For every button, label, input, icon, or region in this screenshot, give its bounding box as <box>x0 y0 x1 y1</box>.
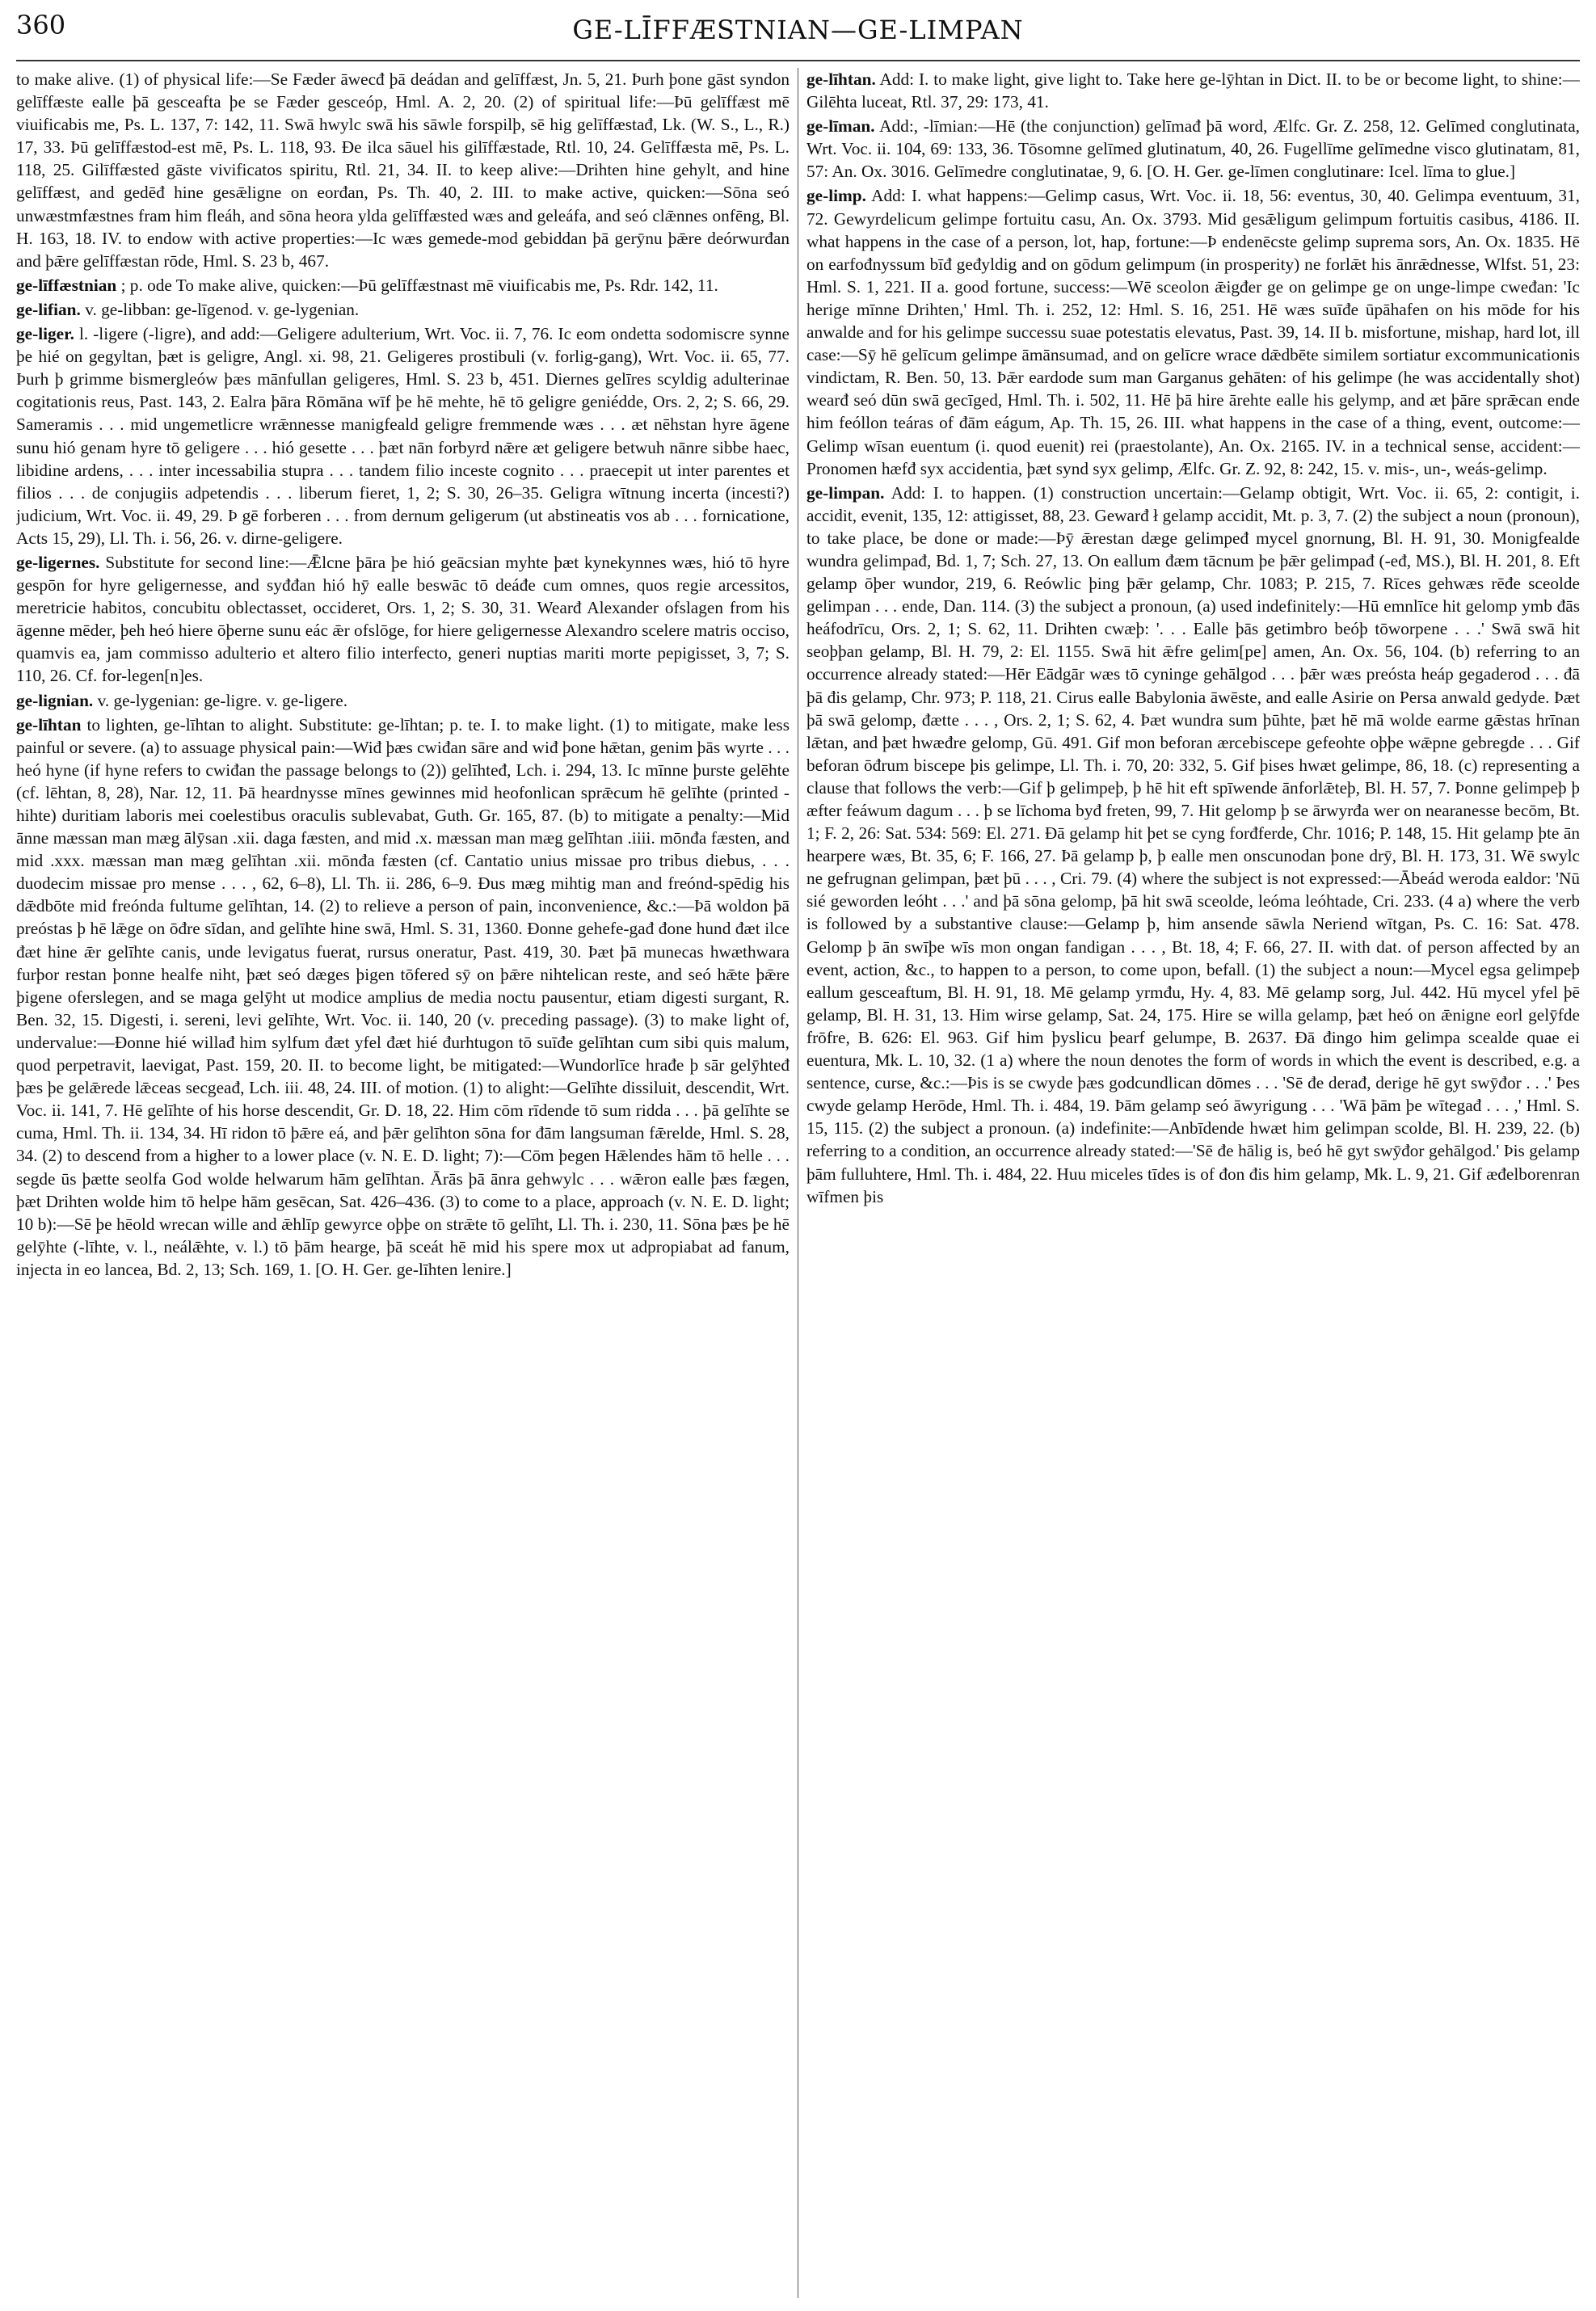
entry-text: Add: I. what happens:—Gelimp casus, Wrt. Voc. ii. 18, 56: eventus, 30, 40. Gelimpa eventuum, 31, 72. Gewyrdelicum gelimpe fortuitu casu, An. Ox. 3793. Mid gesǣligum gelimpum fortuitis casibus, 4186. II. what happens in the case of a person, lot, hap, fortune:—Þ endenēcste gelimp suprema sors, An. Ox. 1835. Hē on earfođnyssum bīđ geđyldig and on gōdum gelimpum (in prosperity) ne forlǣt his ānrǣdnesse, Wlfst. 51, 23: Hml. S. 1, 221. II a. good fortune, success:—Wē sceolon ǣigđer ge on gelimpe ge on unge-limpe cweđan: 'Ic herige mīnne Drihten,' Hml. Th. i. 252, 12: Hml. S. 16, 251. Hē wæs suīđe ūpāhafen on his mōde for his anwalde and for his gelimpe successu suae potestatis elevatus, Past. 39, 14. II b. misfortune, mishap, hard lot, ill case:—Sȳ hē gelīcum gelimpe āmānsumad, and on gelīcre wrace dǣdbēte similem sortiatur excommunicationis vindictam, R. Ben. 50, 13. Þǣr eardode sum man Garganus gehāten: of his gelimpe (he was accidentally shot) wearđ seó dūn swā gecīged, Hml. Th. i. 502, 11. Hē þā hire ārehte ealle his gelymp, and æt þāre sprǣcan ende him feóllon teáras of đām eágum, Ap. Th. 15, 26. III. what happens in the case of a thing, event, outcome:—Gelimp wīsan euentum (i. quod euenit) rei (praestolante), An. Ox. 2165. IV. in a technical sense, accident:—Pronomen hæfđ syx accidentia, þæt synd syx gelimp, Ælfc. Gr. Z. 92, 8: 242, 15. v. mis-, un-, weás-gelimp. <box>806 186 1580 478</box>
dictionary-entry <box>806 68 1580 113</box>
entry-text: Substitute for second line:—Ǣlcne þāra þe hió geācsian myhte þæt kynekynnes wæs, hió tō hyre gespōn for hyre geligernesse, and syđđan hió hȳ ealle beswāc tō deáđe cum omnes, quos regie arcessitos, meretricie habitos, concubitu oblectasset, occideret, Ors. 1, 2; S. 30, 31. Wearđ Alexander ofslagen from his āgenne mēder, þeh heó hiere ōþerne sunu eác ǣr ofslōge, for hiere geligernesse Alexandro scelere matris occiso, quamvis ea, jam commisso adulterio et altero filio interfecto, generi nuptias mariti morte pepigisset, 3, 7; S. 110, 26. Cf. for-legen[n]es. <box>16 552 790 686</box>
dictionary-columns <box>16 68 1580 2298</box>
entry-text: ; p. ode To make alive, quicken:—Þū gelīffæstnast mē viuificabis me, Ps. Rdr. 142, 11. <box>120 275 718 295</box>
entry-text: Add: I. to make light, give light to. Take here ge-lȳhtan in Dict. II. to be or become light, to shine:—Gilēhta luceat, Rtl. 37, 29: 173, 41. <box>806 69 1580 112</box>
dictionary-entry <box>16 714 790 1281</box>
dictionary-entry <box>16 274 790 297</box>
dictionary-entry <box>806 184 1580 479</box>
entry-headword: ge-līffæstnian <box>16 275 117 295</box>
dictionary-entry <box>16 551 790 688</box>
dictionary-entry <box>806 115 1580 183</box>
entry-text: v. ge-lygenian: ge-ligre. v. ge-ligere. <box>97 690 348 710</box>
entry-headword: ge-lifian. <box>16 299 81 319</box>
entry-headword: ge-ligernes. <box>16 552 100 572</box>
dictionary-entry <box>806 482 1580 1208</box>
entry-text: Add:, -līmian:—Hē (the conjunction) gelīmađ þā word, Ælfc. Gr. Z. 258, 12. Gelīmed conglutinata, Wrt. Voc. ii. 104, 69: 133, 36. Tōsomne gelīmed glutinatum, 40, 26. Fugellīme gelīmedne visco glutinatam, 81, 57: An. Ox. 3016. Gelīmedre conglutinatae, 9, 6. [O. H. Ger. ge-līmen conglutinare: Icel. līma to glue.] <box>806 116 1580 182</box>
running-head: GE-LĪFFÆSTNIAN—GE-LIMPAN <box>572 15 1024 45</box>
entry-headword: ge-limpan. <box>806 482 885 503</box>
entry-text: l. -ligere (-ligre), and add:—Geligere adulterium, Wrt. Voc. ii. 7, 76. Ic eom ondetta sodomiscre synne þe hié on gegyltan, þæt is geligre, Angl. xi. 98, 21. Geligeres prostibuli (v. forlig-gang), Wrt. Voc. ii. 65, 77. Þurh þ grimme bismergleów þæs mānfullan geligeres, Hml. S. 23 b, 451. Diernes gelīres scyldig adulterinae cogitationis reus, Past. 143, 2. Ealra þāra Rōmāna wīf þe hē mehte, hē tō geligre geniédde, Ors. 2, 2; S. 66, 29. Sameramis . . . mid ungemetlicre wrǣnnesse manigfeald geligre fremmende wæs . . . æt nēhstan hyre āgene sunu hió genam hyre tō geligere . . . hió gesette . . . þæt nān forbyrd nǣre æt geligere betwuh nānre sibbe haec, libidine ardens, . . . inter incessabilia stupra . . . tandem filio inceste cognito . . . praecepit ut inter parentes et filios . . . de conjugiis adpetendis . . . liberum fieret, 1, 2; S. 30, 26–35. Geligra wītnung incerta (incesti?) judicium, Wrt. Voc. ii. 49, 29. Þ gē forberen . . . from dernum geligerum (ut abstineatis vos ab . . . fornicatione, Acts 15, 29), Ll. Th. i. 56, 26. v. dirne-geligere. <box>16 324 790 548</box>
dictionary-entry <box>16 322 790 549</box>
entry-text: v. ge-libban: ge-līgenod. v. ge-lygenian. <box>85 299 360 319</box>
entry-text: to lighten, ge-līhtan to alight. Substitute: ge-līhtan; p. te. I. to make light. (1) to mitigate, make less painful or severe. (a) to assuage physical pain:—Wiđ þæs cwiđan sāre and wiđ þone hǣtan, genim þās wyrte . . . heó hyne (if hyne refers to cwiđan the passage belongs to (2)) gelīhteđ, Lch. i. 294, 13. Ic mīnne þurste gelēhte (cf. lēhtan, 8, 28), Nar. 12, 11. Þā heardnysse mīnes gewinnes mid heofonlican sprǣcum hē gelīhte (printed -hihte) duritiam laboris mei coelestibus oraculis sublevabat, Guth. Gr. 165, 87. (b) to mitigate a penalty:—Mid ānne mæssan man mæg ālȳsan .xii. daga fæsten, and mid .x. mæssan man mæg gelīhtan .iiii. mōnđa fæsten, and mid .xxx. mæssan man mæg gelīhtan .xii. mōnđa fæsten (cf. Cantatio unius missae pro tribus diebus, . . . duodecim missae pro mense . . . , 62, 6–8), Ll. Th. ii. 286, 6–9. Đus mæg mihtig man and freónd-spēdig his dǣdbōte mid freónda fultume gelīhtan, 14. (2) to relieve a person of pain, inconvenience, &c.:—Þā woldon þā preóstas þ hē lǣge on ōđre sīdan, and gelīhte hine swā, Hml. S. 31, 1360. Đonne gehefe-gađ đone hund đæt ilce đæt hine ǣr gelīhte canis, unde levigatus fuerat, rursus oneratur, Past. 419, 30. Þæt þā munecas hwæthwara furþor restan þonne healfe niht, þæt seó dæges þigen tōfered sȳ on þǣre nihtelican reste, and seó hǣte þǣre þigene oferslegen, and se maga gelȳht ut modice amplius de media noctu pausentur, etiam digesti surgant, R. Ben. 32, 15. Digesti, i. sereni, levi gelīhte, Wrt. Voc. ii. 140, 20 (v. preceding passage). (3) to make light of, undervalue:—Đonne hié willađ him sylfum đæt yfel đæt hié đurhtugon tō suīđe gelīhtan cum sibi quis malum, quod perpetravit, laevigat, Past. 159, 20. II. to become light, be mitigated:—Wundorlīce hrađe þ sār gelȳhteđ þæs þe gelǣrede lǣceas secgeađ, Lch. iii. 48, 24. III. of motion. (1) to alight:—Gelīhte dissiluit, descendit, Wrt. Voc. ii. 141, 7. Hē gelīhte of his horse descendit, Gr. D. 18, 22. Him cōm rīdende tō sum ridda . . . þā gelīhte se cuma, Hml. Th. ii. 134, 34. Hī ridon tō þǣre eá, and þǣr gelīhton sōna for đām langsuman fǣrelde, Hml. S. 28, 34. (2) to descend from a higher to a lower place (v. N. E. D. light; 7):—Cōm þegen Hǣlendes hām tō helle . . . segde ūs þætte seolfa God wolde helwarum hām gelīhtan. Ārās þā ānra gehwylc . . . wǣron ealle þæs fægen, þæt Drihten wolde him tō helpe hām gesēcan, Sat. 426–436. (3) to come to a place, approach (v. N. E. D. light; 10 b):—Sē þe hēold wrecan wille and ǣhlīp gewyrce oþþe on strǣte tō gelīht, Ll. Th. i. 230, 11. Sōna þæs þe hē gelȳhte (-līhte, v. l., neálǣhte, v. l.) tō þām hearge, þā sceát hē mid his spere mox ut adpropiabat ad fanum, injecta in eo lancea, Bd. 2, 13; Sch. 169, 1. [O. H. Ger. ge-līhten lenire.] <box>16 714 790 1279</box>
page-header <box>16 0 1580 61</box>
right-column <box>806 68 1580 2298</box>
entry-headword: ge-līhtan <box>16 714 82 735</box>
dictionary-entry <box>16 298 790 321</box>
entry-headword: ge-līman. <box>806 116 875 137</box>
entry-headword: ge-līhtan. <box>806 69 876 89</box>
entry-text: Add: I. to happen. (1) construction uncertain:—Gelamp obtigit, Wrt. Voc. ii. 65, 2: contigit, i. accidit, evenit, 135, 12: attigisset, 88, 23. Gewarđ ł gelamp accidit, Mt. p. 3, 7. (2) the subject a noun (pronoun), to take place, be done or made:—Þȳ ǣrestan dæge gelimpeđ mycel gnornung, Bl. H. 91, 30. Monigfealde wundra gelimpađ, Bd. 1, 7; Sch. 27, 13. On eallum đæm tācnum þe þǣr gelimpađ (-eđ, MS.), Bl. H. 201, 8. Eft gelamp ōþer wundor, 219, 6. Reówlic þing þǣr gelamp, Chr. 1083; P. 215, 7. Rīces gehwæs rēđe sceolde gelimpan . . . ende, Dan. 114. (3) the subject a pronoun, (a) used indefinitely:—Hū emnlīce hit gelomp ymb đās heáfodrīcu, Ors. 2, 1; S. 62, 11. Drihten cwæþ: '. . . Ealle þās getimbro beóþ tōworpene . . .' Swā swā hit seoþþan gelamp, Bl. H. 79, 2: El. 1155. Swā hit ǣfre gelim[pe] amen, An. Ox. 56, 104. (b) referring to an occurrence already stated:—Hēr Eādgār wæs tō cyninge gehālgod . . . þǣr wæs preósta heáp gegaderod . . . đā þā đis gelamp, Chr. 973; P. 118, 21. Cirus ealle Babylonia āwēste, and ealle Asirie on Persa anwald gedyde. Þæt þā swā gelomp, đætte . . . , Ors. 2, 1; S. 62, 4. Þæt wundra sum þūhte, þæt hē mā wolde earme gǣstas hrīnan lǣtan, and þæt hwæđre gelomp, Gū. 491. Gif mon beforan ærcebiscepe gefeohte oþþe wǣpne gebregde . . . Gif beforan ōđrum biscepe þis gelimpe, Ll. Th. i. 70, 20: 332, 5. Gif þises hwæt gelimpe, 86, 18. (c) representing a clause that follows the verb:—Gif þ gelimpeþ, þ hē hit eft spīwende ānforlǣteþ, Bl. H. 57, 7. Þonne gelimpeþ þ æfter feáwum dagum . . . þ se līchoma byđ freten, 99, 7. Hit gelomp þ se ārwyrđa wer on nearanesse becōm, Bt. 1; F. 2, 26: Sat. 534: 569: El. 271. Đā gelamp hit þet se cyng forđferde, Chr. 1016; P. 148, 15. Hit gelamp þte ān hearpere wæs, Bt. 35, 6; F. 166, 27. Þā gelamp þ, þ ealle men onscunodan þone drȳ, Bl. H. 173, 31. Wē swylc ne gefrugnan gelimpan, þæt þū . . . , Cri. 79. (4) where the subject is not expressed:—Ābeád weroda ealdor: 'Nū sié geworden leóht . . .' and þā sōna gelomp, þā hit swā sceolde, leóma leóhtade, Cri. 233. (4 a) where the verb is followed by a substantive clause:—Gelamp þ, him ansende sāwla Neriend wītgan, Ps. C. 16: Sat. 478. Gelomp þ ān swīþe wīs mon ongan fandigan . . . , Bt. 18, 4; F. 66, 27. II. with dat. of person affected by an event, action, &c., to happen to a person, to come upon, befall. (1) the subject a noun:—Mycel egsa gelimpeþ eallum gesceaftum, Bl. H. 91, 18. Mē gelamp yrmđu, Hy. 4, 83. Mē gelamp sorg, Jul. 442. Hū mycel yfel þē gelamp, Bl. H. 31, 13. Him wirse gelamp, Sat. 24, 175. Hire se willa gelamp, þæt heó on ǣnigne eorl gelȳfde frōfre, B. 626: El. 963. Gif him þyslicu þearf gelumpe, B. 2637. Đā đingo him gelimpa scealde quae ei euentura, Mk. L. 10, 32. (1 a) where the noun denotes the form of words in which the event is described, e.g. a sentence, curse, &c.:—Þis is se cwyde þæs godcundlican dōmes . . . 'Sē đe derađ, derige hē gyt swȳđor . . .' Þes cwyde gelamp Herōde, Hml. Th. i. 484, 19. Þām gelamp seó āwyrigung . . . 'Wā þām þe wītegađ . . . ,' Hml. S. 15, 115. (2) the subject a pronoun. (a) indefinite:—Anbīdende hwæt him gelimpan scolde, Bl. H. 239, 22. (b) referring to a condition, an occurrence already stated:—'Sē đe hālig is, beó hē gyt swȳđor gehālgod.' Þis gelamp þām fulluhtere, Hml. Th. i. 484, 22. Huu miceles tīdes is of đon đis him gelamp, Mk. L. 9, 21. Gif æđelborenran wīfmen þis <box>806 482 1580 1206</box>
page-number: 360 <box>16 10 66 40</box>
entry-text: to make alive. (1) of physical life:—Se Fæder āwecđ þā deádan and gelīffæst, Jn. 5, 21. Þurh þone gāst syndon gelīffæste ealle þā gesceafta þe se Fæder gesceóp, Hml. A. 2, 20. (2) of spiritual life:—Þū gelīffæst mē viuificabis me, Ps. L. 137, 7: 142, 11. Swā hwylc swā his sāwle forspilþ, sē hig gelīffæstađ, Lk. (W. S., L., R.) 17, 33. Þū gelīffæstod-est mē, Ps. L. 118, 93. Đe ilca sāuel his gilīffæstade, Rtl. 10, 24. Gelīffæsta mē, Ps. L. 118, 25. Gilīffæsted gāste vivificatos spiritu, Rtl. 21, 34. II. to keep alive:—Drihten hine gehylt, and hine gelīffæst, and gedēđ hine gesǣligne on eorđan, Ps. Th. 40, 2. III. to make active, quicken:—Sōna seó unwæstmfæstnes fram him fleáh, and sōna heora ylda gelīffæsted wæs and geleáfa, and seó clǣnnes onfēng, Bl. H. 163, 18. IV. to endow with active properties:—Ic wæs gemede-mod gebiddan þā gerȳnu þǣre deórwurđan and þǣre gelīffæstan rōde, Hml. S. 23 b, 467. <box>16 69 790 271</box>
dictionary-entry <box>16 68 790 272</box>
dictionary-entry <box>16 689 790 712</box>
entry-headword: ge-limp. <box>806 186 866 206</box>
entry-headword: ge-liger. <box>16 324 74 344</box>
left-column <box>16 68 790 2298</box>
entry-headword: ge-lignian. <box>16 690 94 710</box>
